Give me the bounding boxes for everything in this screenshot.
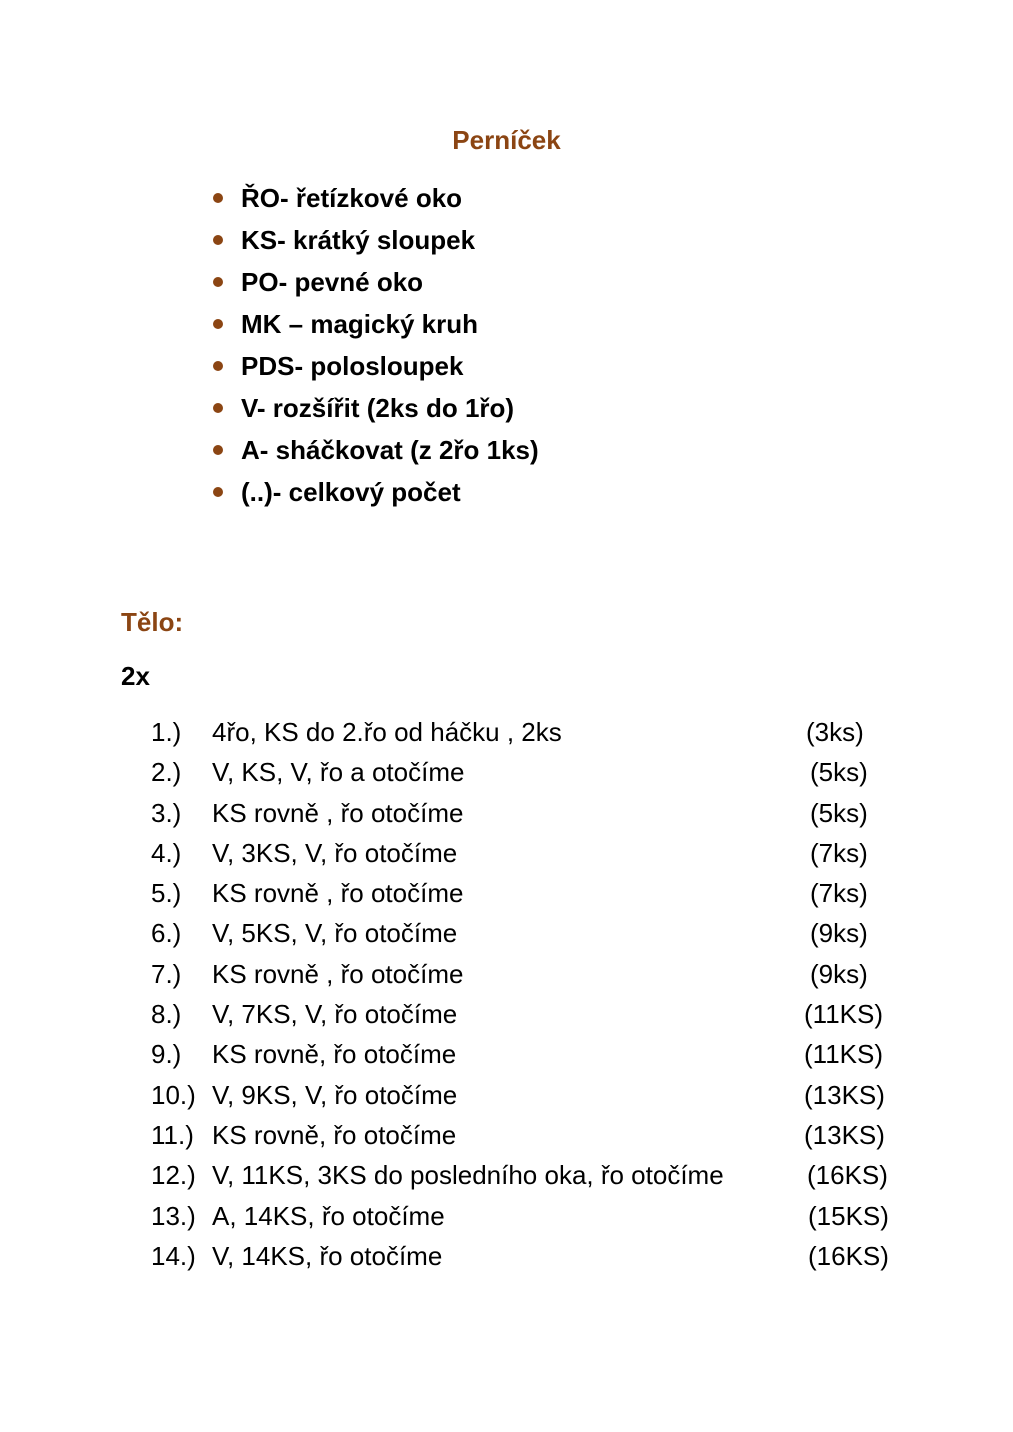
step-number: 1.) (151, 717, 182, 747)
step-number: 3.) (151, 797, 182, 828)
step-number: 9.) (151, 1039, 182, 1070)
step-number: 8.) (151, 999, 182, 1030)
step-text: KS rovně, řo otočíme (212, 1119, 457, 1150)
abbreviation-text: KS- krátký sloupek (241, 224, 476, 255)
list-item (210, 177, 539, 219)
abbreviation-list (210, 177, 539, 513)
step-text: V, 3KS, V, řo otočíme (212, 837, 458, 868)
step-count: (16KS) (808, 1240, 889, 1271)
step-count: (15KS) (808, 1200, 889, 1231)
step-number: 12.) (151, 1160, 196, 1191)
step-number: 10.) (151, 1079, 196, 1110)
step-row (0, 954, 1013, 994)
step-count: (11KS) (804, 1039, 883, 1070)
step-number: 11.) (151, 1119, 194, 1150)
step-number: 14.) (151, 1240, 196, 1271)
step-text: V, 7KS, V, řo otočíme (212, 999, 458, 1030)
bullet-icon (213, 487, 223, 497)
bullet-icon (213, 277, 223, 287)
step-number: 6.) (151, 918, 182, 949)
bullet-icon (213, 319, 223, 329)
step-count: (9ks) (810, 918, 868, 949)
step-number: 4.) (151, 837, 182, 868)
step-row (0, 1075, 1013, 1115)
bullet-icon (213, 403, 223, 413)
abbreviation-text: MK – magický kruh (241, 308, 478, 339)
step-row (0, 873, 1013, 913)
step-row (0, 752, 1013, 792)
list-item (210, 261, 539, 303)
step-count: (16KS) (807, 1160, 888, 1191)
step-row (0, 1236, 1013, 1276)
step-number: 5.) (151, 878, 182, 909)
step-number: 7.) (151, 958, 182, 989)
step-text: KS rovně , řo otočíme (212, 958, 464, 989)
abbreviation-text: ŘO- řetízkové oko (241, 182, 463, 213)
section-heading: Tělo: (121, 607, 184, 637)
step-count: (9ks) (810, 958, 868, 989)
step-row (0, 833, 1013, 873)
step-list (0, 712, 1013, 1276)
step-count: (5ks) (810, 757, 868, 788)
step-row (0, 1034, 1013, 1074)
list-item (210, 345, 539, 387)
step-text: A, 14KS, řo otočíme (212, 1200, 445, 1231)
step-row (0, 1196, 1013, 1236)
step-text: KS rovně, řo otočíme (212, 1039, 457, 1070)
step-text: V, 14KS, řo otočíme (212, 1240, 443, 1271)
step-row (0, 712, 1013, 752)
abbreviation-text: V- rozšířit (2ks do 1řo) (241, 392, 515, 423)
abbreviation-text: (..)- celkový počet (241, 476, 461, 507)
step-text: KS rovně , řo otočíme (212, 797, 464, 828)
step-text: V, 9KS, V, řo otočíme (212, 1079, 458, 1110)
step-text: KS rovně , řo otočíme (212, 878, 464, 909)
abbreviation-text: A- sháčkovat (z 2řo 1ks) (241, 434, 539, 465)
step-text: V, 5KS, V, řo otočíme (212, 918, 458, 949)
step-row (0, 913, 1013, 953)
step-text: V, KS, V, řo a otočíme (212, 757, 465, 788)
step-count: (13KS) (804, 1119, 885, 1150)
bullet-icon (213, 235, 223, 245)
list-item (210, 429, 539, 471)
bullet-icon (213, 193, 223, 203)
step-text: 4řo, KS do 2.řo od háčku , 2ks (212, 717, 562, 747)
step-count: (3ks) (806, 717, 864, 747)
step-row (0, 994, 1013, 1034)
step-row (0, 1115, 1013, 1155)
list-item (210, 219, 539, 261)
step-count: (7ks) (810, 878, 868, 909)
bullet-icon (213, 361, 223, 371)
step-count: (11KS) (804, 999, 883, 1030)
step-count: (5ks) (810, 797, 868, 828)
list-item (210, 471, 539, 513)
step-row (0, 1155, 1013, 1195)
step-count: (13KS) (804, 1079, 885, 1110)
abbreviation-text: PDS- polosloupek (241, 350, 464, 381)
list-item (210, 303, 539, 345)
list-item (210, 387, 539, 429)
page-title: Perníček (452, 125, 561, 155)
bullet-icon (213, 445, 223, 455)
step-count: (7ks) (810, 837, 868, 868)
step-row (0, 793, 1013, 833)
repeat-label: 2x (121, 661, 150, 691)
step-number: 13.) (151, 1200, 196, 1231)
abbreviation-text: PO- pevné oko (241, 266, 424, 297)
step-text: V, 11KS, 3KS do posledního oka, řo otočíme (212, 1160, 724, 1191)
step-number: 2.) (151, 757, 182, 788)
